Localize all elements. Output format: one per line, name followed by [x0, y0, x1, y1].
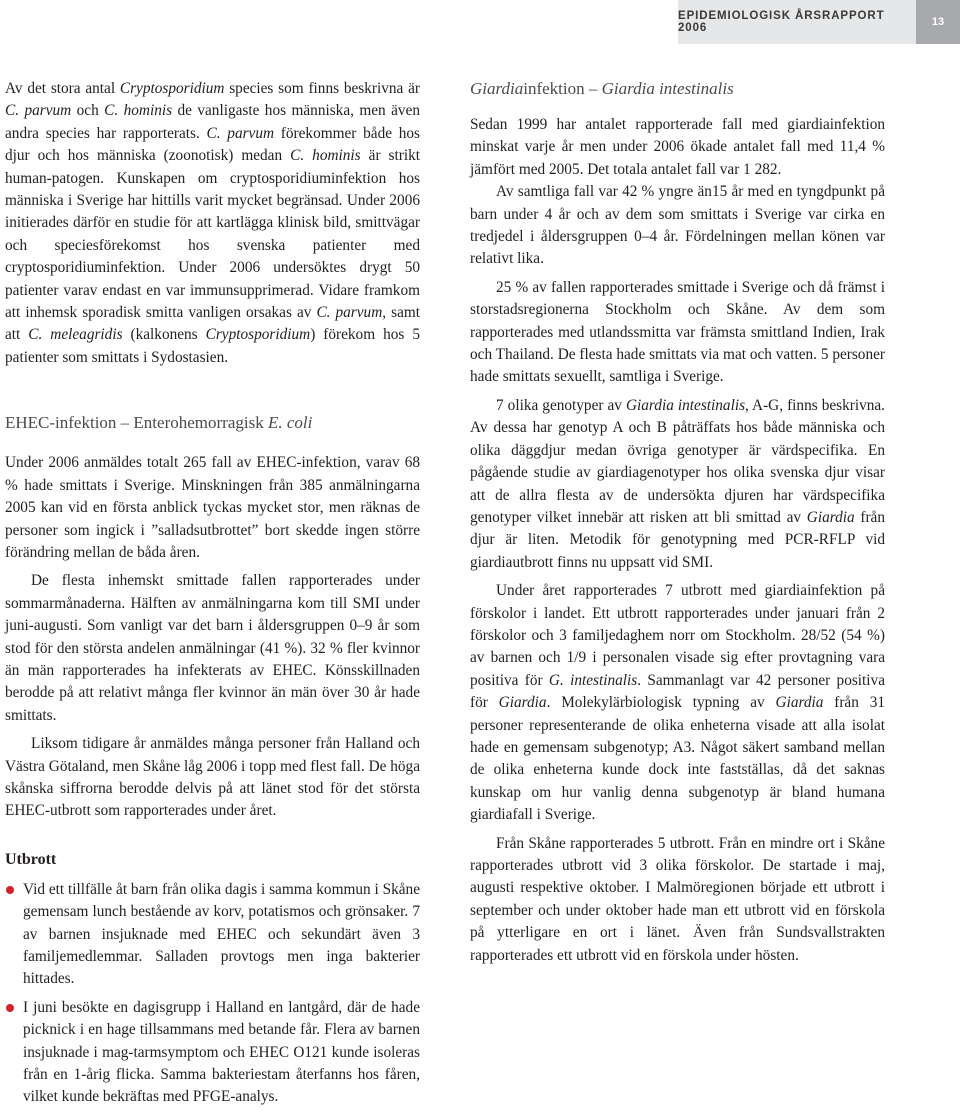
list-item — [5, 879, 420, 991]
cryptosporidium-paragraph: Av det stora antal Cryptosporidium species som finns beskrivna är C. parvum och C. hominis de vanligaste hos människa, men även andra species har rapporterats. C. parvum förekommer både hos djur och hos människa (zoonotisk) medan C. hominis är strikt human-patogen. Kunskapen om cryptosporidiuminfektion hos människa i Sverige har hittills varit mycket begränsad. Under 2006 initierades därför en studie för att kartlägga klinisk bild, smittvägar och speciesförekomst hos svenska patienter med cryptosporidiuminfektion. Under 2006 undersöktes drygt 50 patienter varav endast en var immunsupprimerad. Vidare framkom att inhemsk sporadisk smitta vanligen orsakas av C. parvum, samt att C. meleagridis (kalkonens Cryptosporidium) förekom hos 5 patienter som smittats i Sydostasien. — [5, 80, 421, 366]
right-column — [470, 78, 885, 967]
list-item-text: I juni besökte en dagisgrupp i Halland en lantgård, där de hade picknick i en hage tillsammans med betande får. Flera av barnen insjuknade i mag-tarmsymptom och EHEC O121 kunde isoleras från en 1-årig flicka. Samma bakteriestam återfanns hos fåren, vilket kunde bekräftas med PFGE-analys. — [23, 998, 420, 1106]
giardia-heading: Giardiainfektion – Giardia intestinalis — [470, 79, 734, 98]
ehec-paragraph-3: Liksom tidigare år anmäldes många personer från Halland och Västra Götaland, men Skåne låg 2006 i topp med flest fall. De höga skånska siffrorna berodde delvis på att länet stod för det största EHEC-utbrott som rapporterades under året. — [5, 735, 420, 820]
giardia-paragraph-6: Från Skåne rapporterades 5 utbrott. Från en mindre ort i Skåne rapporterades utbrott vid 3 olika förskolor. De startade i maj, augusti respektive oktober. I Malmöregionen började ett utbrott i september och under oktober hade man ett utbrott vid en förskola på ytterligare en ort i länet. Även från Sundsvallstrakten rapporterades ett utbrott vid en förskola under hösten. — [470, 834, 885, 964]
ehec-paragraph-1: Under 2006 anmäldes totalt 265 fall av EHEC-infektion, varav 68 % hade smittats i Sverige. Minskningen från 385 anmälningarna 2005 kan vid en första anblick tyckas mycket stor, men räknas de personer som ingick i ”salladsutbrottet” bort skedde ingen större förändring mellan de båda åren. — [5, 454, 420, 561]
giardia-paragraph-2: Av samtliga fall var 42 % yngre än15 år med en tyngdpunkt på barn under 4 år och av dem som smittats i Sverige var cirka en tredjedel i åldersgruppen 0–4 år. Fördelningen mellan könen var relativt lika. — [470, 183, 885, 268]
giardia-paragraph-4: 7 olika genotyper av Giardia intestinalis, A-G, finns beskrivna. Av dessa har genotyp A och B påträffats hos både människa och olika däggdjur medan övriga genotyper är värdspecifika. En pågående studie av giardiagenotyper hos olika svenska djur visar att de allra flesta av de undersökta djuren har värdspecifika genotyper vilket innebär att risken att bli smittad av Giardia från djur är liten. Metodik för genotypning med PCR-RFLP vid giardiautbrott finns nu uppsatt vid SMI. — [470, 396, 886, 571]
page-number: 13 — [916, 0, 960, 44]
left-column — [5, 78, 420, 1109]
report-title: EPIDEMIOLOGISK ÅRSRAPPORT 2006 — [678, 0, 916, 44]
bullet-icon — [6, 1004, 14, 1012]
utbrott-heading: Utbrott — [5, 850, 57, 868]
page-header — [678, 0, 960, 44]
list-item — [5, 997, 420, 1109]
giardia-paragraph-1: Sedan 1999 har antalet rapporterade fall med giardiainfektion minskat varje år men under 2006 ökade antalet fall med 11,4 % jämfört med 2005. Det totala antalet fall var 1 282. — [470, 116, 885, 178]
giardia-paragraph-3: 25 % av fallen rapporterades smittade i Sverige och då främst i storstadsregionerna Stockholm och Skåne. Av dem som rapporterades med utlandssmitta var främsta smittland Indien, Irak och Thailand. De flesta hade smittats via mat och vatten. 5 personer hade smittats sexuellt, samtliga i Sverige. — [470, 278, 885, 386]
ehec-heading: EHEC-infektion – Enterohemorragisk E. coli — [5, 413, 313, 433]
bullet-icon — [6, 886, 14, 894]
utbrott-list — [5, 879, 420, 1109]
ehec-paragraph-2: De flesta inhemskt smittade fallen rapporterades under sommarmånaderna. Hälften av anmälningarna kom till SMI under juni-augusti. Som vanligt var det barn i åldersgruppen 0–9 år som stod för den största andelen anmälningar (41 %). 32 % fler kvinnor än män rapporterades ha infekterats av EHEC. Könsskillnaden berodde på att relativt många fler kvinnor än män över 30 år hade smittats. — [5, 572, 420, 724]
list-item-text: Vid ett tillfälle åt barn från olika dagis i samma kommun i Skåne gemensam lunch bestående av korv, potatismos och grönsaker. 7 av barnen insjuknade med EHEC och sekundärt även 3 familjemedlemmar. Salladen provtogs men inga bakterier hittades. — [23, 880, 420, 988]
giardia-paragraph-5: Under året rapporterades 7 utbrott med giardiainfektion på förskolor i landet. Ett utbrott rapporterades under januari från 2 förskolor och 3 familjedaghem norr om Stockholm. 28/52 (54 %) av barnen och 1/9 i personalen visade sig efter provtagning vara positiva för G. intestinalis. Sammanlagt var 42 personer positiva för Giardia. Molekylärbiologisk typning av Giardia från 31 personer representerande de olika enheterna visade att alla isolat hade en gemensam subgenotyp; A3. Något säkert samband mellan de olika enheterna kunde dock inte fastställas, då det saknas kunskap om hur vanlig denna subgenotyp är bland humana giardiafall i Sverige. — [470, 582, 885, 824]
